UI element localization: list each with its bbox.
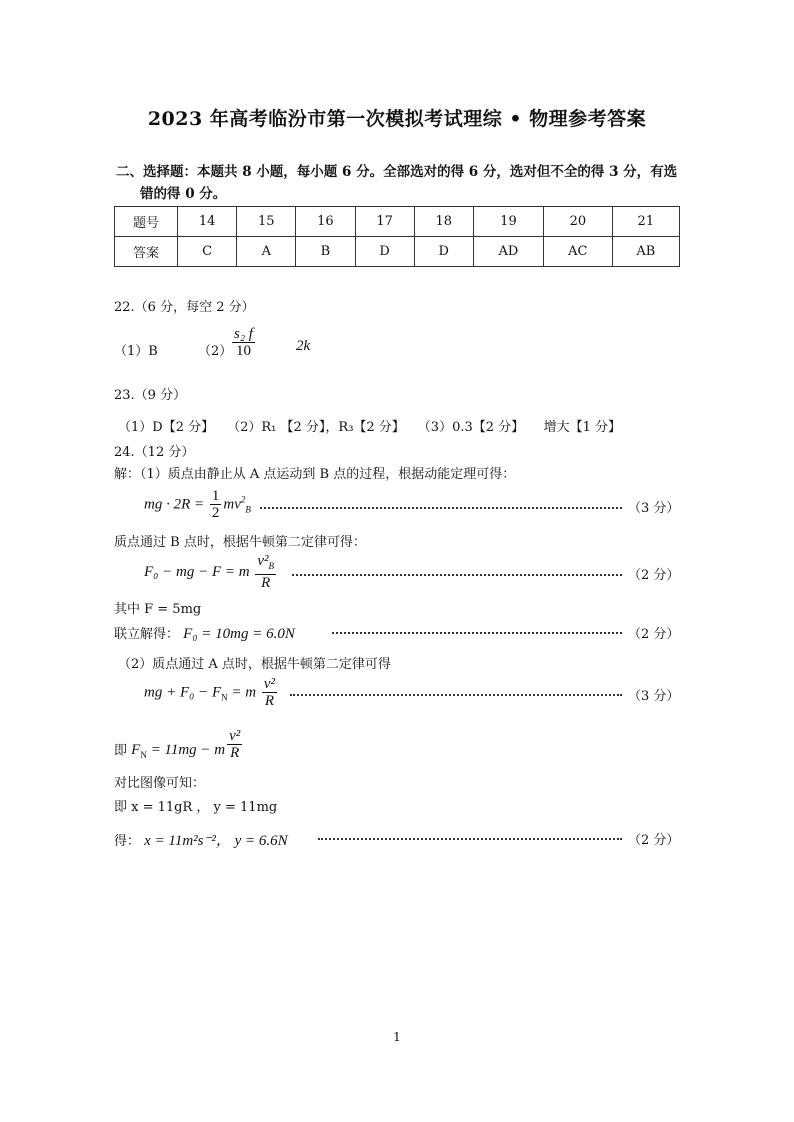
eq5-rest: = 11mg − m xyxy=(146,742,226,759)
score-1: （3 分） xyxy=(628,501,680,516)
equation-4 xyxy=(144,676,279,710)
table-cell: 14 xyxy=(178,207,237,237)
fraction-numerator xyxy=(255,553,276,575)
table-cell: 17 xyxy=(355,207,414,237)
table-cell: B xyxy=(296,237,355,267)
q24-heading: 24.（12 分） xyxy=(114,445,195,460)
eq2-num-sub: B xyxy=(268,561,274,571)
q24-line-9 xyxy=(114,829,288,850)
eq2-num: v² xyxy=(257,553,269,569)
table-cell: 18 xyxy=(414,207,473,237)
eq1-sup: 2 xyxy=(240,494,246,505)
page-title: 2023 年高考临汾市第一次模拟考试理综 • 物理参考答案 xyxy=(147,108,647,130)
fraction-denominator: R xyxy=(261,575,271,591)
fraction-denominator: R xyxy=(264,693,274,709)
table-cell: D xyxy=(414,237,473,267)
q23-heading: 23.（9 分） xyxy=(114,388,187,403)
table-row-answers xyxy=(115,237,680,267)
table-cell: AD xyxy=(473,237,543,267)
fraction-numerator: v² xyxy=(263,676,275,692)
q24-line-4-prefix: 联立解得： xyxy=(114,627,180,642)
fraction xyxy=(262,676,277,710)
q24-line-6-prefix: 即 xyxy=(114,743,132,759)
equation-2 xyxy=(144,553,278,592)
q22-fraction xyxy=(230,326,257,360)
eq3-left: mg + F₀ − F xyxy=(144,684,222,701)
table-cell: 15 xyxy=(237,207,296,237)
eq3-mid: = m xyxy=(227,684,257,701)
section-2-line2: 错的得 0 分。 xyxy=(140,186,227,202)
table-cell: 19 xyxy=(473,207,543,237)
leader-dots xyxy=(318,838,622,840)
table-cell: 16 xyxy=(296,207,355,237)
score-5: （2 分） xyxy=(628,833,680,848)
q24-line-1: 解：（1）质点由静止从 A 点运动到 B 点的过程，根据动能定理可得： xyxy=(114,467,516,482)
leader-dots xyxy=(290,694,622,696)
q24-line-4 xyxy=(114,623,295,643)
eq3-sub: N xyxy=(221,692,228,703)
q24-line-3: 其中 F = 5mg xyxy=(114,602,202,617)
table-cell: D xyxy=(355,237,414,267)
section-2-line1: 二、选择题：本题共 8 小题，每小题 6 分。全部选对的得 6 分，选对但不全的得 3 分，有选 xyxy=(116,164,678,180)
table-cell: 20 xyxy=(544,207,613,237)
fraction-numerator: s₂ f xyxy=(234,326,253,342)
leader-dots xyxy=(292,574,622,576)
table-cell: C xyxy=(178,237,237,267)
section-2-heading xyxy=(116,161,688,205)
eq5-sub: N xyxy=(140,750,147,761)
eq1-left: mg · 2R = xyxy=(144,496,205,513)
leader-dots xyxy=(260,507,622,509)
eq1-right: mv xyxy=(223,496,241,513)
table-cell: AB xyxy=(612,237,679,267)
table-row-numbers xyxy=(115,207,680,237)
q24-line-6 xyxy=(114,728,244,768)
fraction xyxy=(210,488,222,522)
q24-line-8: 即 x = 11gR ， y = 11mg xyxy=(114,800,278,815)
q24-line-5: （2）质点通过 A 点时，根据牛顿第二定律可得 xyxy=(118,657,391,672)
equation-5 xyxy=(131,728,244,761)
equation-6: x = 11m²s⁻²， y = 6.6N xyxy=(144,833,288,849)
q22-answer-1: （1）B xyxy=(114,344,158,359)
q22-answer-2-label: （2） xyxy=(198,344,233,359)
score-2: （2 分） xyxy=(628,568,680,583)
q22-heading: 22.（6 分，每空 2 分） xyxy=(114,300,255,315)
table-cell: AC xyxy=(544,237,613,267)
table-header-label: 题号 xyxy=(115,207,178,237)
fraction xyxy=(227,728,242,762)
score-3: （2 分） xyxy=(628,627,680,642)
equation-3: F₀ = 10mg = 6.0N xyxy=(183,626,295,642)
eq1-sub: B xyxy=(245,504,251,515)
q24-line-7: 对比图像可知： xyxy=(114,776,206,791)
fraction-denominator: R xyxy=(230,745,240,761)
fraction xyxy=(255,553,276,592)
score-4: （3 分） xyxy=(628,689,680,704)
fraction-numerator: 1 xyxy=(211,488,220,504)
q23-answers: （1）D【2 分】 （2）R₁ 【2 分】，R₃【2 分】 （3）0.3【2 分】 增大【1 分】 xyxy=(118,420,622,435)
table-answer-label: 答案 xyxy=(115,237,178,267)
fraction-denominator: 10 xyxy=(235,343,251,359)
eq5-f: F xyxy=(131,742,141,759)
page-number: 1 xyxy=(393,1030,401,1044)
q22-answer-3: 2k xyxy=(296,338,311,354)
q24-line-2: 质点通过 B 点时，根据牛顿第二定律可得： xyxy=(114,535,366,550)
equation-1 xyxy=(144,488,251,522)
fraction-numerator: v² xyxy=(229,728,241,744)
answer-table xyxy=(114,206,680,267)
q24-line-9-prefix: 得： xyxy=(114,834,141,849)
fraction xyxy=(232,326,255,360)
table-cell: 21 xyxy=(612,207,679,237)
table-cell: A xyxy=(237,237,296,267)
fraction-denominator: 2 xyxy=(211,505,220,521)
leader-dots xyxy=(332,632,622,634)
eq2-left: F₀ − mg − F = m xyxy=(144,563,250,580)
